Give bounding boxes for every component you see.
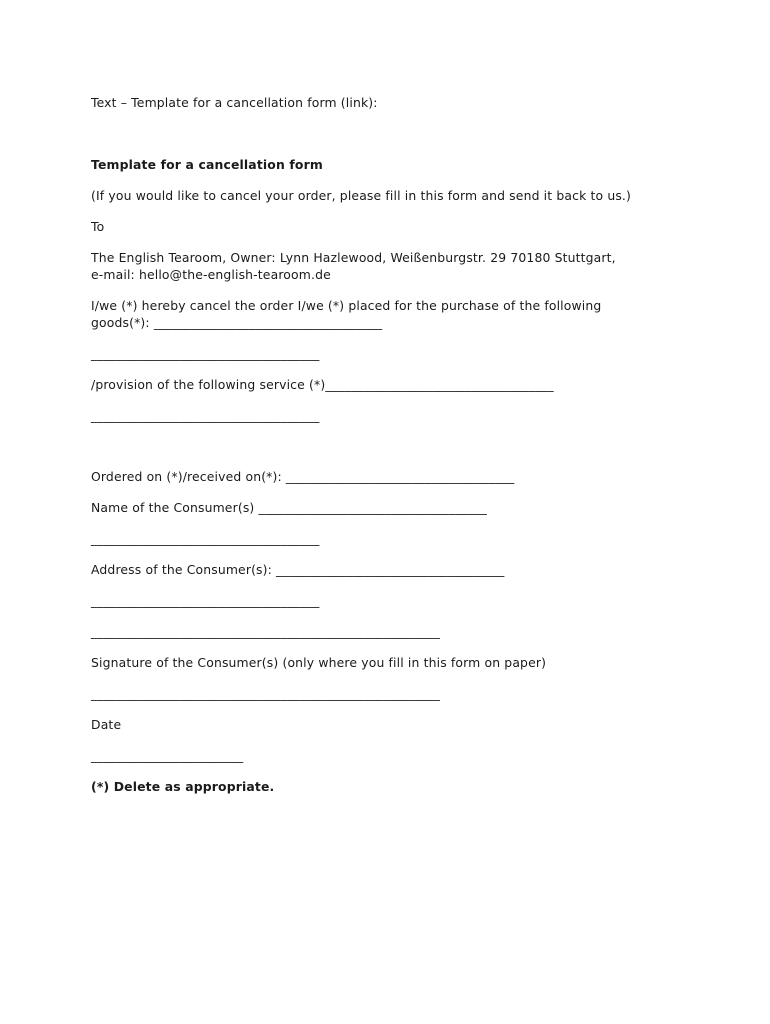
recipient-address-line-1: The English Tearoom, Owner: Lynn Hazlewood, Weißenburgstr. 29 70180 Stuttgart,	[91, 250, 616, 265]
instruction-text: (If you would like to cancel your order, please fill in this form and send it back to us.)	[91, 188, 632, 203]
to-label: To	[91, 219, 105, 234]
signature-line: Signature of the Consumer(s) (only where you fill in this form on paper)	[91, 655, 547, 670]
footnote: (*) Delete as appropriate.	[91, 779, 275, 794]
recipient-address-line-2: e-mail: hello@the-english-tearoom.de	[91, 267, 331, 282]
intro-line: Text – Template for a cancellation form (link):	[91, 95, 378, 110]
provision-line: /provision of the following service (*)____________________________________	[91, 377, 554, 392]
consumer-address-line: Address of the Consumer(s): ____________________________________	[91, 562, 505, 577]
date-fill-line: ________________________	[91, 748, 244, 763]
blank-fill-line: ____________________________________	[91, 346, 320, 361]
blank-fill-line: ____________________________________	[91, 531, 320, 546]
cancel-statement-line-2: goods(*): ____________________________________	[91, 315, 383, 330]
cancel-statement-line-1: I/we (*) hereby cancel the order I/we (*) placed for the purchase of the following	[91, 298, 602, 313]
blank-fill-line: ____________________________________	[91, 593, 320, 608]
date-label: Date	[91, 717, 122, 732]
blank-fill-line: ____________________________________	[91, 408, 320, 423]
ordered-on-line: Ordered on (*)/received on(*): ____________________________________	[91, 469, 515, 484]
blank-fill-line-long: _______________________________________________________	[91, 624, 440, 639]
consumer-name-line: Name of the Consumer(s) ____________________________________	[91, 500, 487, 515]
blank-fill-line-long: _______________________________________________________	[91, 686, 440, 701]
form-heading: Template for a cancellation form	[91, 157, 323, 172]
